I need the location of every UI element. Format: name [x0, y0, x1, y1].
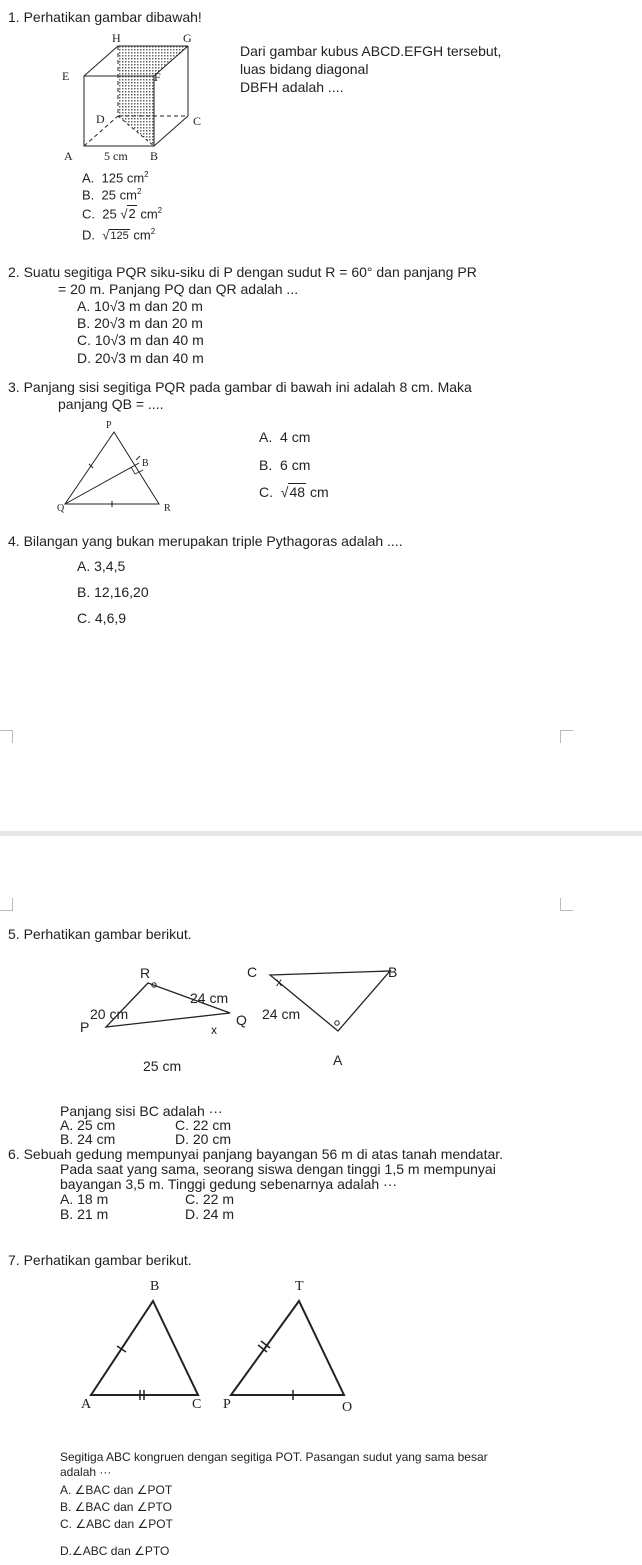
- q7-option-b[interactable]: B. ∠BAC dan ∠PTO: [60, 1500, 173, 1514]
- cube-label-g: G: [183, 31, 192, 45]
- q6-option-a[interactable]: A. 18 m: [60, 1191, 109, 1207]
- q2-option-d[interactable]: D. 20√3 m dan 40 m: [77, 350, 204, 366]
- q3-line-2: panjang QB = ....: [58, 396, 164, 412]
- q1-title: 1. Perhatikan gambar dibawah!: [8, 9, 202, 25]
- q7-line-2: adalah ···: [60, 1465, 112, 1479]
- q5-label-c: C: [247, 964, 258, 980]
- cube-figure: [50, 28, 230, 168]
- q4-option-b[interactable]: B. 12,16,20: [77, 584, 149, 600]
- q6-option-b[interactable]: B. 21 m: [60, 1206, 109, 1222]
- triangles-abc-pot-figure: [80, 1295, 360, 1405]
- cube-label-f: F: [154, 70, 161, 84]
- q5-label-a: A: [333, 1052, 343, 1068]
- tri-label-p: P: [106, 420, 112, 431]
- cube-label-side: 5 cm: [104, 149, 128, 163]
- q6-option-c[interactable]: C. 22 m: [185, 1191, 235, 1207]
- q7-option-c[interactable]: C. ∠ABC dan ∠POT: [60, 1517, 173, 1531]
- q3-option-c[interactable]: C. √48 cm: [259, 484, 329, 500]
- q7-option-d[interactable]: D.∠ABC dan ∠PTO: [60, 1544, 170, 1558]
- q7-label-b: B: [150, 1279, 160, 1294]
- q4-option-a[interactable]: A. 3,4,5: [77, 558, 126, 574]
- tri-label-r: R: [164, 503, 171, 514]
- cube-label-h: H: [112, 31, 121, 45]
- q5-label-q: Q: [236, 1012, 247, 1028]
- q5-label-24: 24 cm: [190, 990, 229, 1006]
- q5-question: Panjang sisi BC adalah ···: [60, 1103, 223, 1119]
- q3-option-b[interactable]: B. 6 cm: [259, 457, 311, 473]
- cube-label-e: E: [62, 69, 70, 83]
- q7-label-a: A: [81, 1397, 92, 1412]
- q5-title: 5. Perhatikan gambar berikut.: [8, 926, 192, 942]
- q2-option-a[interactable]: A. 10√3 m dan 20 m: [77, 298, 203, 314]
- q1-option-c[interactable]: C. 25 √2 $cm^2$: [82, 206, 163, 222]
- page-corner-mark: [0, 898, 13, 911]
- q7-line-1: Segitiga ABC kongruen dengan segitiga POT. Pasangan sudut yang sama besar: [60, 1450, 488, 1464]
- tri-label-b: B: [142, 458, 149, 469]
- triangle-pqr-figure: [55, 418, 195, 518]
- diagonal-plane: [118, 46, 188, 146]
- q5-option-c[interactable]: C. 22 cm: [175, 1117, 232, 1133]
- q5-label-b: B: [388, 964, 398, 980]
- q3-option-a[interactable]: A. 4 cm: [259, 429, 311, 445]
- cube-label-c: C: [193, 114, 202, 128]
- q5-label-20: 20 cm: [90, 1006, 129, 1022]
- q6-line-2: Pada saat yang sama, seorang siswa dengan tinggi 1,5 m mempunyai: [60, 1161, 496, 1177]
- q6-line-1: 6. Sebuah gedung mempunyai panjang bayangan 56 m di atas tanah mendatar.: [8, 1146, 504, 1162]
- q1-option-b[interactable]: B. 25 $cm^2$: [82, 187, 142, 203]
- q1-option-a[interactable]: A. 125 $cm^2$: [82, 170, 149, 186]
- q5-option-d[interactable]: D. 20 cm: [175, 1131, 232, 1147]
- q7-label-o: O: [342, 1400, 353, 1415]
- q7-title: 7. Perhatikan gambar berikut.: [8, 1252, 192, 1268]
- q2-line-1: 2. Suatu segitiga PQR siku-siku di P dengan sudut R = 60° dan panjang PR: [8, 264, 477, 280]
- q1-desc-line-3: DBFH adalah ....: [240, 79, 344, 95]
- q5-label-25: 25 cm: [143, 1058, 182, 1074]
- tri-label-q: Q: [57, 503, 65, 514]
- cube-label-b: B: [150, 149, 159, 163]
- cube-label-d: D: [96, 112, 105, 126]
- page-divider: [0, 831, 642, 836]
- q4-option-c[interactable]: C. 4,6,9: [77, 610, 127, 626]
- q2-option-b[interactable]: B. 20√3 m dan 20 m: [77, 315, 203, 331]
- q5-option-a[interactable]: A. 25 cm: [60, 1117, 116, 1133]
- q5-label-r: R: [140, 965, 151, 981]
- q7-label-p: P: [223, 1397, 231, 1412]
- q2-option-c[interactable]: C. 10√3 m dan 40 m: [77, 332, 204, 348]
- q5-label-x: x: [211, 1023, 217, 1037]
- q1-desc-line-1: Dari gambar kubus ABCD.EFGH tersebut,: [240, 43, 502, 59]
- q7-label-c: C: [192, 1397, 202, 1412]
- q6-option-d[interactable]: D. 24 m: [185, 1206, 235, 1222]
- q1-desc-line-2: luas bidang diagonal: [240, 61, 369, 77]
- q4-title: 4. Bilangan yang bukan merupakan triple Pythagoras adalah ....: [8, 533, 403, 549]
- page-corner-mark: [0, 730, 13, 743]
- q2-line-2: = 20 m. Panjang PQ dan QR adalah ...: [58, 281, 299, 297]
- q6-line-3: bayangan 3,5 m. Tinggi gedung sebenarnya adalah ···: [60, 1176, 398, 1192]
- q5-label-24b: 24 cm: [262, 1006, 301, 1022]
- q1-option-d[interactable]: D. √125 $cm^2$: [82, 227, 156, 243]
- q7-label-t: T: [295, 1279, 304, 1294]
- q5-option-b[interactable]: B. 24 cm: [60, 1131, 116, 1147]
- q7-option-a[interactable]: A. ∠BAC dan ∠POT: [60, 1483, 173, 1497]
- q3-line-1: 3. Panjang sisi segitiga PQR pada gambar di bawah ini adalah 8 cm. Maka: [8, 379, 472, 395]
- page-corner-mark: [560, 898, 573, 911]
- q5-label-x2: x: [276, 975, 282, 989]
- cube-label-a: A: [64, 149, 73, 163]
- q5-label-p: P: [80, 1019, 90, 1035]
- page-corner-mark: [560, 730, 573, 743]
